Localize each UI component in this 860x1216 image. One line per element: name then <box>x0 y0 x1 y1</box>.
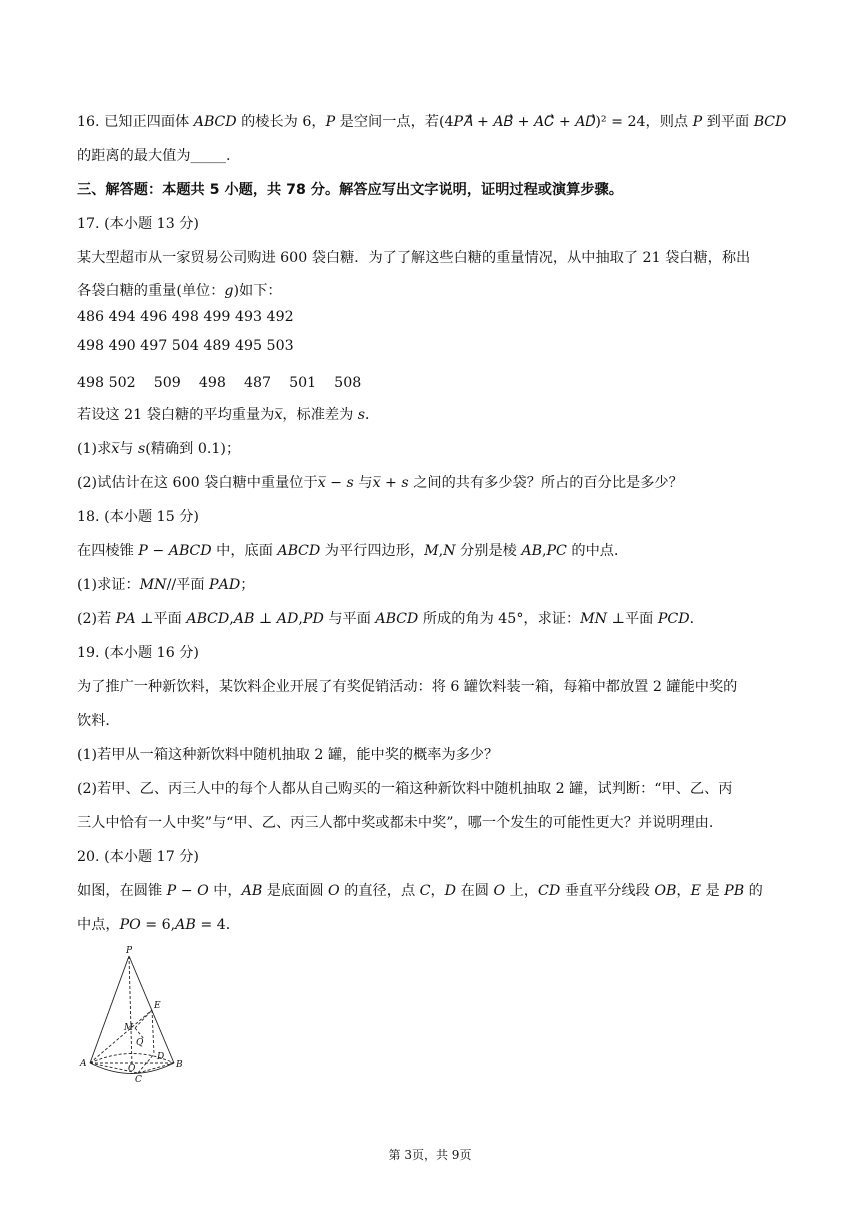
question-17-part-2: (2)试估计在这 600 袋白糖中重量位于𝑥̅ − 𝑠 与𝑥̅ + 𝑠 之间的共有多少袋？所占的百分比是多少？ <box>77 475 683 491</box>
label-d: D <box>157 1052 165 1062</box>
question-19-header: 19. (本小题 16 分) <box>77 645 199 661</box>
label-q: Q <box>136 1038 144 1048</box>
data-row-1: 486 494 496 498 499 493 492 <box>77 309 294 325</box>
question-20-line-1: 如图，在圆锥 𝑃 − 𝑂 中，𝐴𝐵 是底面圆 𝑂 的直径，点 𝐶，𝐷 在圆 𝑂 上，𝐶𝐷 垂直平分线段 𝑂𝐵，𝐸 是 𝑃𝐵 的 <box>77 883 763 899</box>
question-20-header: 20. (本小题 17 分) <box>77 849 199 865</box>
question-19-part-1: (1)若甲从一箱这种新饮料中随机抽取 2 罐，能中奖的概率为多少？ <box>77 747 499 763</box>
label-m: M <box>124 1023 134 1033</box>
page-footer: 第 3页，共 9页 <box>388 1148 472 1162</box>
cone-figure <box>74 944 194 1094</box>
question-17-line-1: 某大型超市从一家贸易公司购进 600 袋白糖．为了了解这些白糖的重量情况，从中抽取了 21 袋白糖，称出 <box>77 250 751 266</box>
question-19-part-2-line-2: 三人中恰有一人中奖”与“甲、乙、丙三人都中奖或都未中奖”，哪一个发生的可能性更大？并说明理由. <box>77 815 714 831</box>
question-18-part-2: (2)若 𝑃𝐴 ⊥平面 𝐴𝐵𝐶𝐷,𝐴𝐵 ⊥ 𝐴𝐷,𝑃𝐷 与平面 𝐴𝐵𝐶𝐷 所成的角为 45°，求证：𝑀𝑁 ⊥平面 𝑃𝐶𝐷． <box>77 611 704 627</box>
question-17-header: 17. (本小题 13 分) <box>77 216 199 232</box>
question-18-header: 18. (本小题 15 分) <box>77 509 199 525</box>
section-heading: 三、解答题：本题共 5 小题，共 78 分。解答应写出文字说明，证明过程或演算步骤。 <box>77 182 623 198</box>
question-17-line-2: 各袋白糖的重量(单位：𝑔)如下： <box>77 283 282 299</box>
question-17-line-3: 若设这 21 袋白糖的平均重量为𝑥̅，标准差为 𝑠． <box>77 407 380 423</box>
segment-cb <box>138 1063 174 1073</box>
question-19-part-2-line-1: (2)若甲、乙、丙三人中的每个人都从自己购买的一箱这种新饮料中随机抽取 2 罐，试判断：“甲、乙、丙 <box>77 781 733 797</box>
label-c: C <box>135 1075 142 1085</box>
question-20-line-2: 中点，𝑃𝑂 = 6,𝐴𝐵 = 4． <box>77 917 240 933</box>
label-p: P <box>126 946 133 956</box>
label-a: A <box>80 1059 87 1069</box>
label-o: O <box>128 1064 136 1074</box>
question-19-line-2: 饮料． <box>77 713 120 729</box>
segment-ed <box>152 1010 154 1054</box>
label-e: E <box>154 1001 161 1011</box>
segment-cd <box>138 1054 154 1073</box>
data-row-3: 498 502 509 498 487 501 508 <box>77 375 362 391</box>
question-17-part-1: (1)求𝑥̅与 𝑠(精确到 0.1)； <box>77 441 241 457</box>
question-16-line-1: 16. 已知正四面体 𝐴𝐵𝐶𝐷 的棱长为 6，𝑃 是空间一点，若(4𝑃𝐴⃗ + 𝐴𝐵⃗ + 𝐴𝐶⃗ + 𝐴𝐷⃗)² = 24，则点 𝑃 到平面 𝐵𝐶𝐷 <box>77 114 787 130</box>
cone-edge-left <box>90 956 129 1063</box>
label-b: B <box>176 1060 183 1070</box>
question-18-part-1: (1)求证：𝑀𝑁//平面 𝑃𝐴𝐷； <box>77 577 255 593</box>
data-row-2: 498 490 497 504 489 495 503 <box>77 338 294 354</box>
axis-po <box>129 956 132 1066</box>
question-19-line-1: 为了推广一种新饮料，某饮料企业开展了有奖促销活动：将 6 罐饮料装一箱，每箱中都放置 2 罐能中奖的 <box>77 679 738 695</box>
question-16-line-2: 的距离的最大值为_____. <box>77 148 231 164</box>
segment-me <box>135 1010 152 1028</box>
question-18-line-1: 在四棱锥 𝑃 − 𝐴𝐵𝐶𝐷 中，底面 𝐴𝐵𝐶𝐷 为平行四边形，𝑀,𝑁 分别是棱 𝐴𝐵,𝑃𝐶 的中点． <box>77 543 629 559</box>
